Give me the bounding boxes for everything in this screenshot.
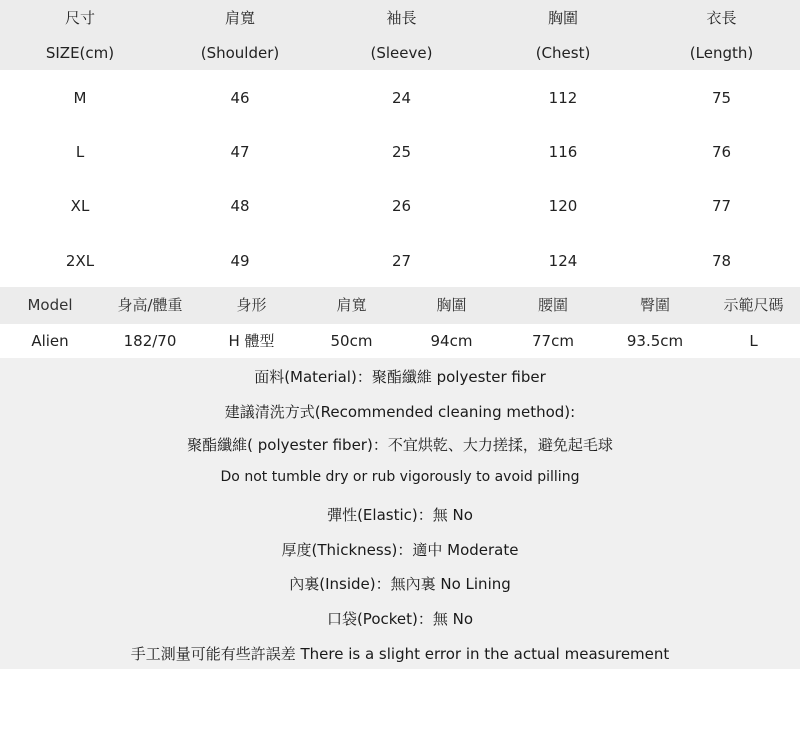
sleeve-cell: 24 bbox=[391, 89, 412, 107]
header-chest-en: (Chest) bbox=[535, 44, 591, 62]
header-shoulder-en: (Shoulder) bbox=[200, 44, 280, 62]
sleeve-cell: 27 bbox=[391, 251, 412, 270]
length-cell: 77 bbox=[711, 197, 732, 215]
shoulder-cell: 48 bbox=[230, 197, 250, 215]
shoulder-cell: 47 bbox=[230, 142, 250, 161]
size-header-row-en bbox=[0, 39, 800, 67]
header-chest-zh: 胸圍 bbox=[547, 9, 578, 27]
size-worn-cell: L bbox=[749, 332, 758, 350]
chest-cell: 120 bbox=[548, 197, 578, 215]
size-cell: M bbox=[73, 89, 87, 107]
header-height-weight: 身高/體重 bbox=[117, 296, 183, 314]
table-row bbox=[0, 324, 800, 359]
size-table bbox=[0, 0, 800, 288]
sleeve-cell: 26 bbox=[391, 197, 412, 215]
size-table-header bbox=[0, 0, 800, 70]
product-info-panel bbox=[0, 358, 800, 669]
header-size-zh: 尺寸 bbox=[64, 9, 95, 27]
pocket-text: 口袋(Pocket)：無 No bbox=[326, 610, 474, 628]
size-cell: XL bbox=[70, 197, 90, 215]
table-row bbox=[0, 234, 800, 289]
shoulder-cell: 46 bbox=[230, 89, 250, 107]
header-shoulder-zh: 肩寬 bbox=[224, 9, 255, 27]
inside-text: 內裏(Inside)：無內裏 No Lining bbox=[289, 575, 511, 593]
length-cell: 76 bbox=[711, 142, 732, 161]
header-model: Model bbox=[27, 296, 73, 314]
height-weight-cell: 182/70 bbox=[123, 332, 177, 350]
shoulder-cell: 49 bbox=[230, 251, 250, 270]
thickness-text: 厚度(Thickness)：適中 Moderate bbox=[281, 541, 519, 559]
shoulder-cell: 50cm bbox=[330, 332, 373, 350]
header-body-type: 身形 bbox=[236, 296, 267, 314]
header-size-en: SIZE(cm) bbox=[45, 44, 115, 62]
size-cell: L bbox=[75, 142, 85, 161]
header-size-worn: 示範尺碼 bbox=[723, 296, 784, 314]
model-table-header bbox=[0, 287, 800, 324]
body-type-cell: H 體型 bbox=[228, 332, 275, 350]
size-table-body bbox=[0, 70, 800, 288]
waist-cell: 77cm bbox=[532, 332, 574, 350]
chest-cell: 94cm bbox=[430, 332, 473, 350]
measurement-note: 手工測量可能有些許誤差 There is a slight error in the actual measurement bbox=[130, 645, 670, 663]
table-row bbox=[0, 179, 800, 234]
cleaning-en-text: Do not tumble dry or rub vigorously to avoid pilling bbox=[220, 469, 580, 485]
elastic-text: 彈性(Elastic)：無 No bbox=[327, 506, 473, 524]
header-length-zh: 衣長 bbox=[706, 9, 737, 27]
header-length-en: (Length) bbox=[689, 44, 754, 62]
table-row bbox=[0, 70, 800, 125]
table-row bbox=[0, 125, 800, 180]
length-cell: 78 bbox=[711, 251, 732, 270]
hip-cell: 93.5cm bbox=[626, 332, 684, 350]
chest-cell: 112 bbox=[548, 89, 578, 107]
chest-cell: 116 bbox=[548, 142, 578, 161]
header-hip: 臀圍 bbox=[639, 296, 670, 314]
header-shoulder: 肩寬 bbox=[336, 296, 367, 314]
chest-cell: 124 bbox=[548, 251, 578, 270]
header-waist: 腰圍 bbox=[537, 296, 568, 314]
length-cell: 75 bbox=[711, 89, 732, 107]
model-name-cell: Alien bbox=[31, 332, 69, 350]
size-cell: 2XL bbox=[65, 251, 95, 270]
header-sleeve-zh: 袖長 bbox=[386, 9, 417, 27]
material-text: 面料(Material)：聚酯纖維 polyester fiber bbox=[254, 368, 546, 386]
model-table bbox=[0, 287, 800, 359]
header-chest: 胸圍 bbox=[436, 296, 467, 314]
header-sleeve-en: (Sleeve) bbox=[370, 44, 433, 62]
size-header-row-zh bbox=[0, 4, 800, 32]
cleaning-title: 建議清洗方式(Recommended cleaning method): bbox=[224, 403, 576, 421]
sleeve-cell: 25 bbox=[391, 142, 412, 161]
cleaning-zh-text: 聚酯纖維( polyester fiber)：不宜烘乾、大力搓揉，避免起毛球 bbox=[187, 436, 613, 454]
